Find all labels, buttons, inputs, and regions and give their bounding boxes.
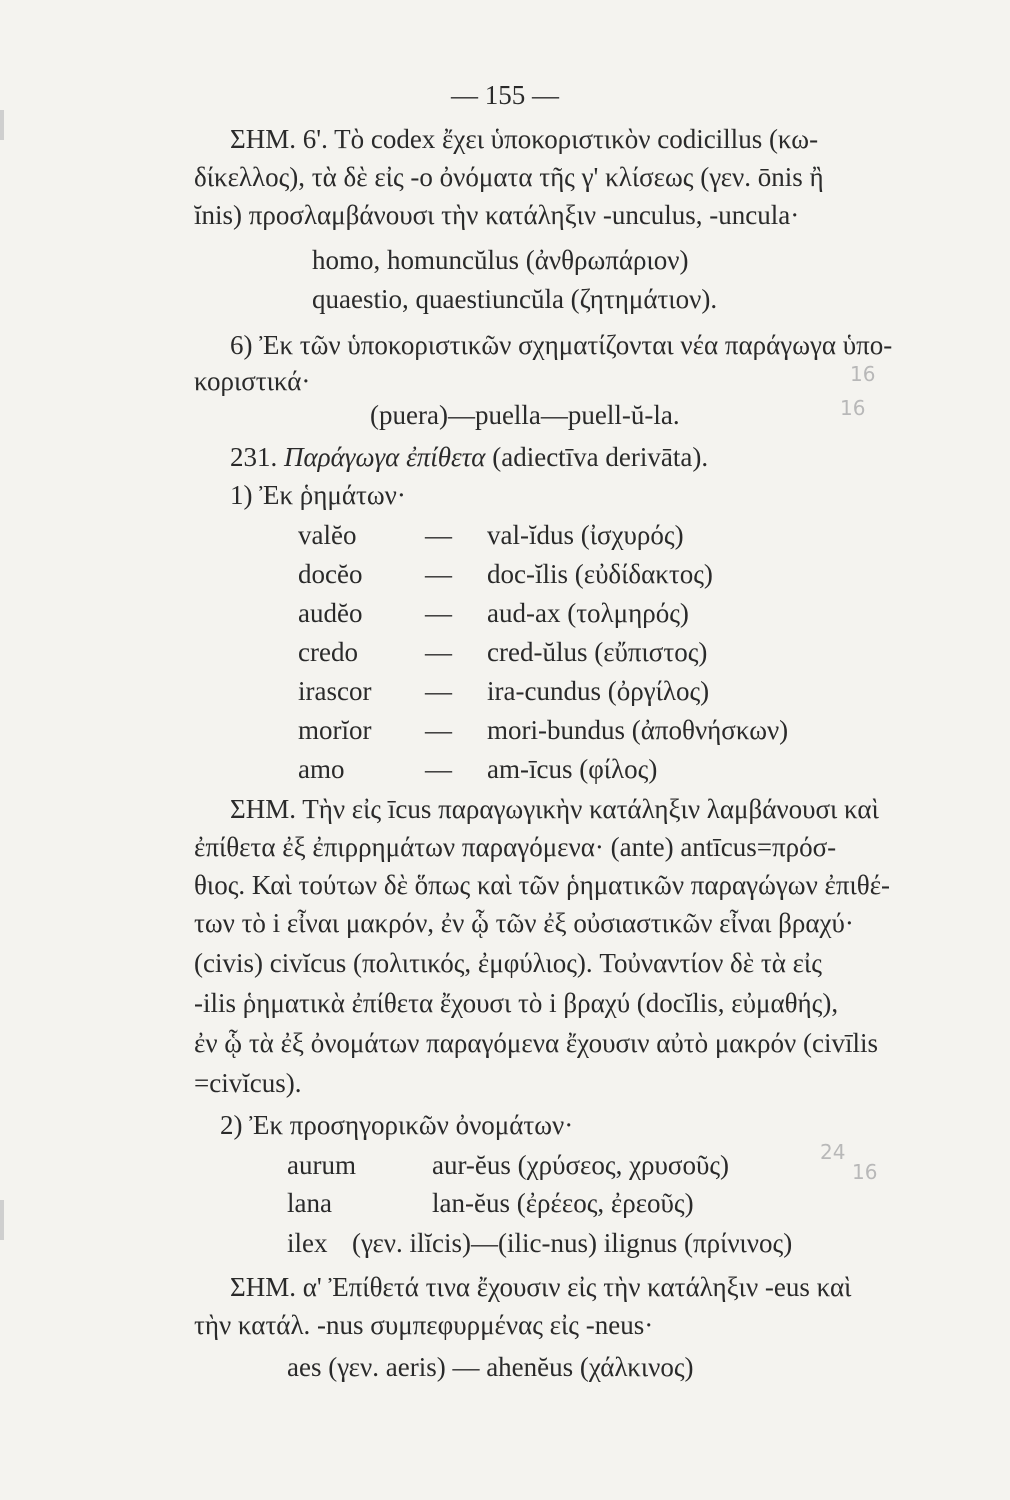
note2-line8: =civĭcus). (194, 1068, 302, 1098)
example-quaestio: quaestio, quaestiuncŭla (ζητημάτιον). (312, 284, 718, 314)
subsection-1: 1) Ἐκ ῥημάτων· (230, 480, 406, 510)
pencil-mark: 16 (850, 362, 876, 386)
note3-line1: ΣΗΜ. α' Ἐπίθετά τινα ἔχουσιν εἰς τὴν κατάληξιν -eus καὶ (230, 1272, 852, 1302)
section-title-latin: (adiectīva derivāta). (492, 442, 709, 472)
para2-line1: 6) Ἐκ τῶν ὑποκοριστικῶν σχηματίζονται νέα παράγωγα ὑπο- (230, 330, 893, 360)
dash-cell: — (425, 676, 452, 706)
verb-cell: valĕo (298, 520, 357, 550)
dash-cell: — (425, 715, 452, 745)
para1-line3: ĭnis) προσλαμβάνουσι τὴν κατάληξιν -unculus, -uncula· (194, 200, 800, 230)
scan-edge-mark (0, 1200, 4, 1240)
verb-cell: morĭor (298, 715, 372, 745)
adjective-cell: aur-ĕus (χρύσεος, χρυσοῦς) (432, 1150, 729, 1180)
subsection-2: 2) Ἐκ προσηγορικῶν ὀνομάτων· (220, 1110, 574, 1140)
scan-edge-mark (0, 110, 4, 140)
note2-line7: ἐν ᾧ τὰ ἐξ ὀνομάτων παραγόμενα ἔχουσιν αὐτὸ μακρόν (civīlis (194, 1028, 878, 1058)
adjective-cell: mori-bundus (ἀποθνήσκων) (487, 715, 789, 745)
note2-line6: -ilis ῥηματικὰ ἐπίθετα ἔχουσι τὸ i βραχύ (docĭlis, εὐμαθής), (194, 988, 839, 1018)
adjective-cell: ira-cundus (ὀργίλος) (487, 676, 710, 706)
adjective-cell: lan-ĕus (ἐρέεος, ἐρεοῦς) (432, 1188, 694, 1218)
pencil-mark: 24 (820, 1140, 846, 1164)
verb-cell: credo (298, 637, 358, 667)
section-title-greek: Παράγωγα ἐπίθετα (284, 442, 486, 472)
para1-line1: ΣΗΜ. 6'. Τὸ codex ἔχει ὑποκοριστικὸν codicillus (κω- (230, 124, 819, 154)
pencil-mark: 16 (840, 396, 866, 420)
adjective-cell: aud-ax (τολμηρός) (487, 598, 689, 628)
note2-line5: (civis) civĭcus (πολιτικός, ἐμφύλιος). Τοὐναντίον δὲ τὰ εἰς (194, 948, 822, 978)
adjective-cell: doc-ĭlis (εὐδίδακτος) (487, 559, 713, 589)
verb-cell: irascor (298, 676, 372, 706)
noun-cell: lana (287, 1188, 332, 1218)
dash-cell: — (425, 520, 452, 550)
verb-cell: amo (298, 754, 345, 784)
adjective-cell: (γεν. ilĭcis)—(ilic-nus) ilignus (πρίνινος) (352, 1228, 793, 1258)
dash-cell: — (425, 637, 452, 667)
adjective-cell: cred-ŭlus (εὔπιστος) (487, 637, 708, 667)
para2-line2: κοριστικά· (194, 366, 311, 396)
noun-cell: ilex (287, 1228, 328, 1258)
note3-line2: τὴν κατάλ. -nus συμπεφυρμένας εἰς -neus· (194, 1310, 654, 1340)
adjective-cell: val-ĭdus (ἰσχυρός) (487, 520, 684, 550)
final-example: aes (γεν. aeris) — ahenĕus (χάλκινος) (287, 1352, 694, 1382)
dash-cell: — (425, 559, 452, 589)
verb-cell: audĕo (298, 598, 363, 628)
dash-cell: — (425, 754, 452, 784)
noun-cell: aurum (287, 1150, 356, 1180)
para2-example: (puera)—puella—puell-ŭ-la. (370, 400, 680, 430)
verb-cell: docĕo (298, 559, 363, 589)
section-number: 231. (230, 442, 278, 472)
para1-line2: δίκελλος), τὰ δὲ εἰς -o ὀνόματα τῆς γ' κλίσεως (γεν. ōnis ἢ (194, 162, 824, 192)
example-homo: homo, homuncŭlus (ἀνθρωπάριον) (312, 245, 689, 275)
section-231-heading (230, 440, 708, 474)
note2-line2: ἐπίθετα ἐξ ἐπιρρημάτων παραγόμενα· (ante) antīcus=πρόσ- (194, 832, 837, 862)
adjective-cell: am-īcus (φίλος) (487, 754, 658, 784)
note2-line1: ΣΗΜ. Τὴν εἰς īcus παραγωγικὴν κατάληξιν λαμβάνουσι καὶ (230, 794, 879, 824)
dash-cell: — (425, 598, 452, 628)
note2-line4: των τὸ i εἶναι μακρόν, ἐν ᾧ τῶν ἐξ οὐσιαστικῶν εἶναι βραχύ· (194, 908, 854, 938)
pencil-mark: 16 (852, 1160, 878, 1184)
page-number: — 155 — (451, 80, 559, 110)
note2-line3: θιος. Καὶ τούτων δὲ ὅπως καὶ τῶν ῥηματικῶν παραγώγων ἐπιθέ- (194, 870, 891, 900)
